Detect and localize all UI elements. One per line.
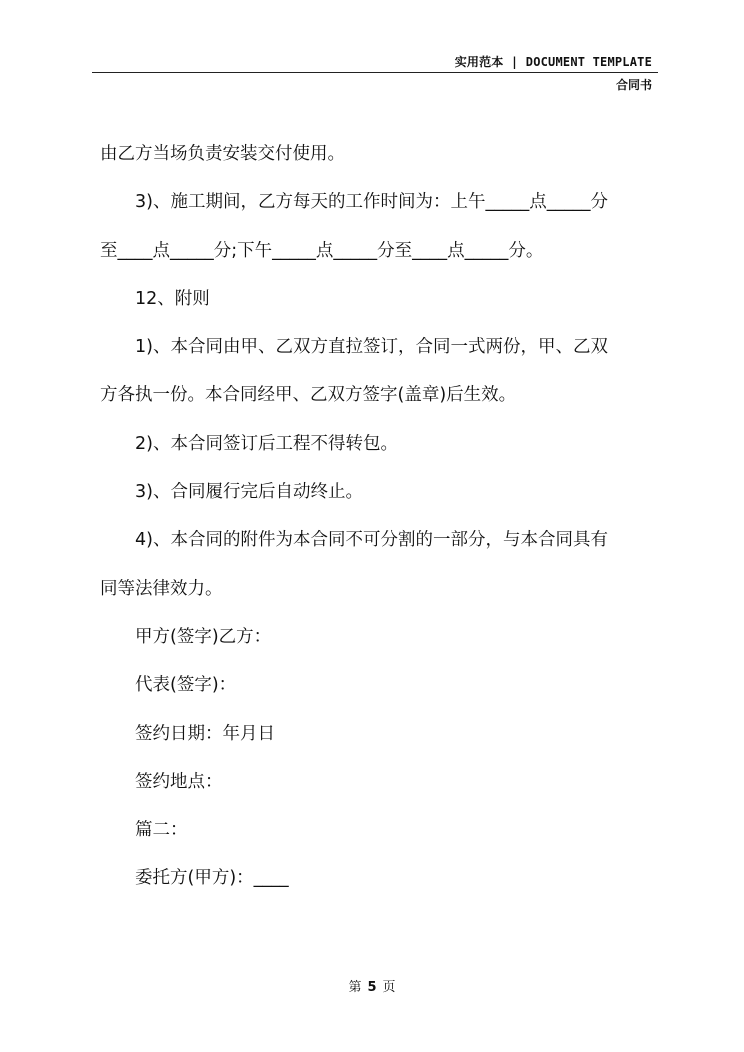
paragraph: 至____点_____分;下午_____点_____分至____点_____分。 (100, 240, 544, 261)
page-number-prefix: 第 (348, 980, 362, 995)
signature-place-line: 签约地点： (135, 771, 223, 792)
paragraph: 3)、施工期间，乙方每天的工作时间为：上午_____点_____分 (135, 192, 608, 213)
header-subtitle: 合同书 (615, 78, 652, 92)
document-body (100, 130, 656, 903)
paragraph: 4)、本合同的附件为本合同不可分割的一部分，与本合同具有 (135, 530, 608, 551)
signature-party-line: 甲方(签字)乙方： (135, 626, 272, 647)
signature-representative-line: 代表(签字)： (135, 675, 237, 696)
page-number-value: 5 (367, 980, 377, 995)
section-heading: 12、附则 (135, 288, 210, 309)
paragraph: 同等法律效力。 (100, 578, 223, 599)
paragraph: 2)、本合同签订后工程不得转包。 (135, 433, 398, 454)
paragraph: 由乙方当场负责安装交付使用。 (100, 144, 345, 164)
page-number (0, 976, 744, 995)
header-divider (92, 72, 658, 73)
section-heading: 篇二： (135, 820, 188, 841)
paragraph: 方各执一份。本合同经甲、乙双方签字(盖章)后生效。 (100, 385, 517, 406)
signature-date-line: 签约日期：年月日 (135, 723, 275, 744)
paragraph: 3)、合同履行完后自动终止。 (135, 482, 363, 503)
page-number-suffix: 页 (382, 980, 396, 995)
paragraph: 1)、本合同由甲、乙双方直拉签订，合同一式两份，甲、乙双 (135, 337, 608, 358)
header-title: 实用范本 | DOCUMENT TEMPLATE (454, 55, 652, 69)
paragraph: 委托方(甲方)：____ (135, 868, 289, 889)
